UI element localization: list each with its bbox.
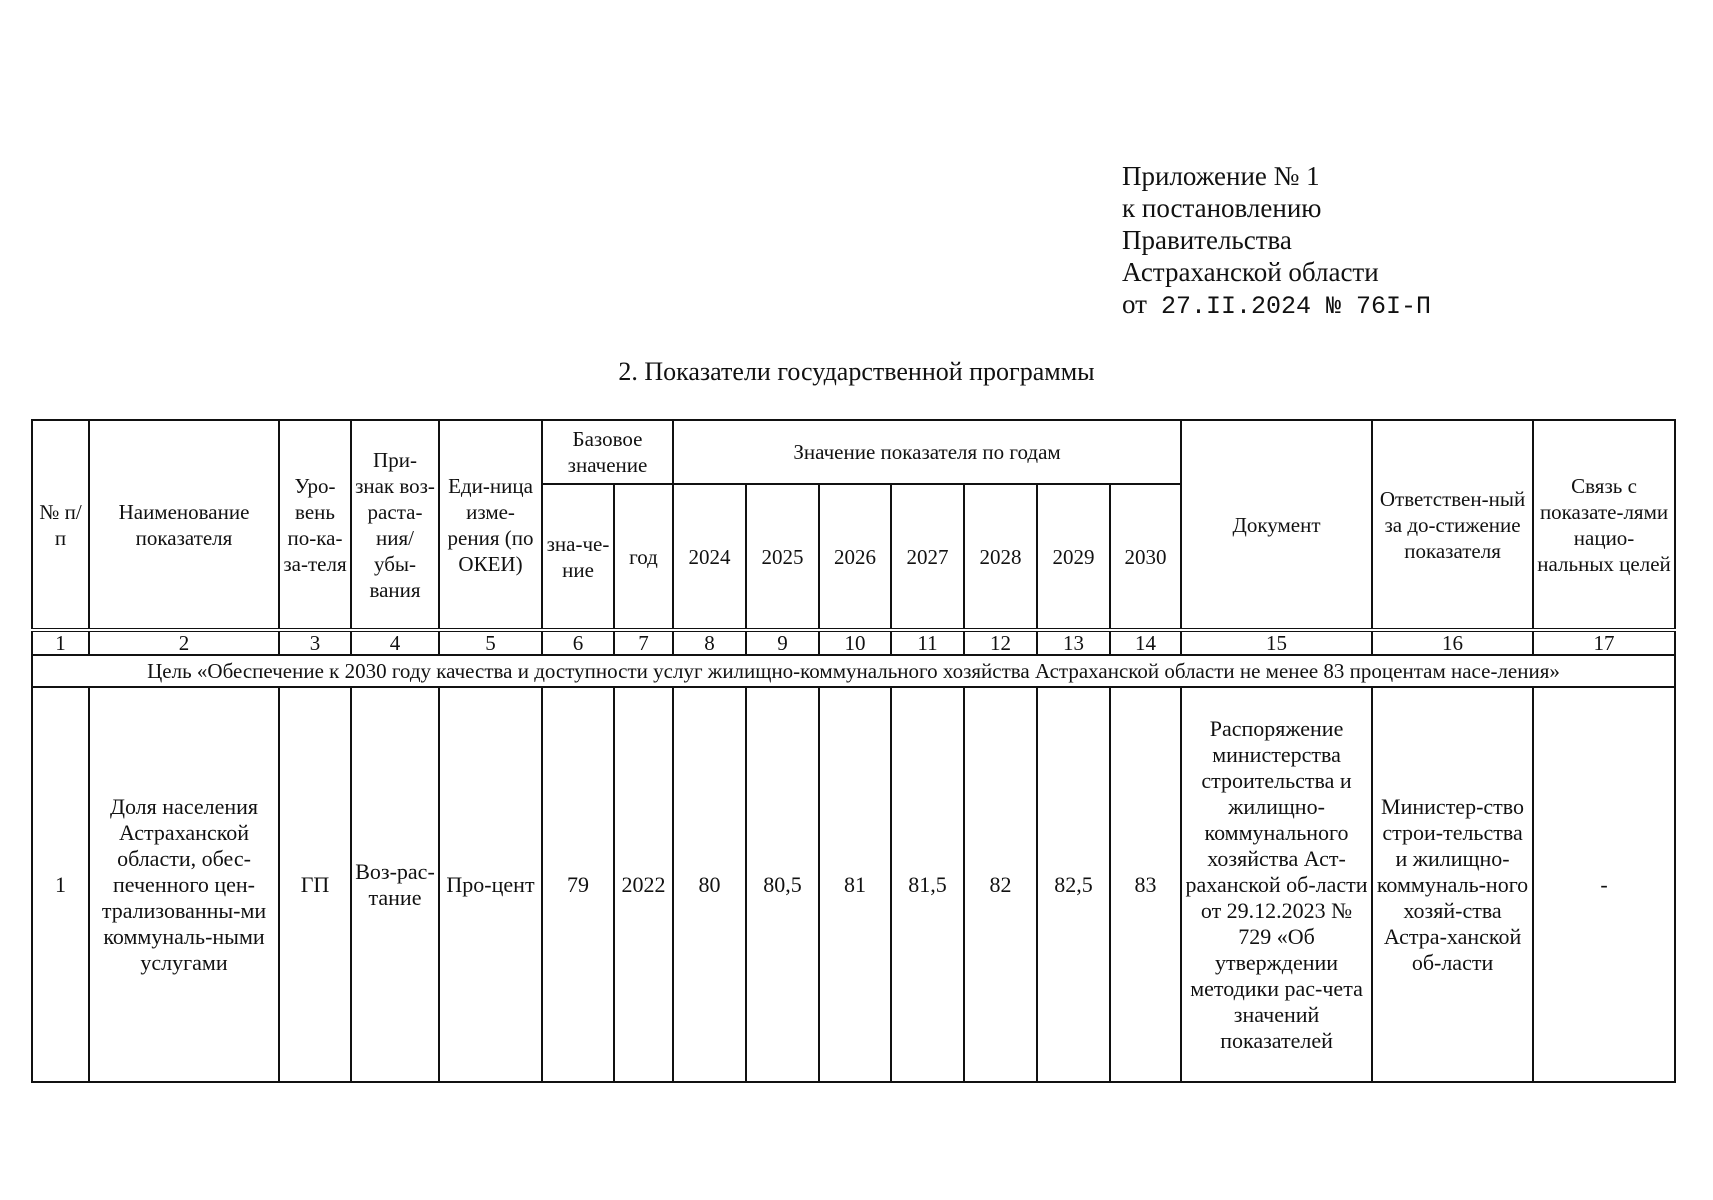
column-number: 8	[673, 630, 746, 655]
appendix-block	[1122, 160, 1431, 323]
column-number: 12	[964, 630, 1037, 655]
header-link: Связь с показате-лями нацио-нальных целей	[1533, 420, 1675, 630]
appendix-line-2: к постановлению	[1122, 193, 1322, 223]
appendix-from-label: от	[1122, 289, 1147, 319]
appendix-line-4: Астраханской области	[1122, 257, 1379, 287]
column-number: 14	[1110, 630, 1181, 655]
header-document: Документ	[1181, 420, 1372, 630]
column-number: 15	[1181, 630, 1372, 655]
appendix-title: Приложение № 1	[1122, 161, 1320, 191]
column-number: 11	[891, 630, 964, 655]
row-responsible: Министер-ство строи-тельства и жилищно-коммуналь-ного хозяй-ства Астра-ханской об-ласти	[1372, 687, 1533, 1082]
header-row-top	[32, 420, 1675, 484]
header-year-2027: 2027	[891, 484, 964, 630]
header-year-2029: 2029	[1037, 484, 1110, 630]
row-value-2025: 80,5	[746, 687, 819, 1082]
goal-text: Цель «Обеспечение к 2030 году качества и доступности услуг жилищно-коммунального хозяйства Астраханской области не менее 83 процентам насе-ления»	[32, 655, 1675, 687]
column-number: 13	[1037, 630, 1110, 655]
column-number: 7	[614, 630, 673, 655]
column-number: 2	[89, 630, 279, 655]
column-number: 4	[351, 630, 439, 655]
column-number: 3	[279, 630, 351, 655]
column-number: 16	[1372, 630, 1533, 655]
header-base-value: зна-че-ние	[542, 484, 614, 630]
column-number: 9	[746, 630, 819, 655]
row-level: ГП	[279, 687, 351, 1082]
header-unit: Еди-ница изме-рения (по ОКЕИ)	[439, 420, 542, 630]
header-year-2028: 2028	[964, 484, 1037, 630]
column-number-row	[32, 630, 1675, 655]
table-row	[32, 687, 1675, 1082]
row-indicator-name: Доля населения Астраханской области, обес-печенного цен-трализованны-ми коммуналь-ными услугами	[89, 687, 279, 1082]
row-value-2026: 81	[819, 687, 891, 1082]
header-year-2030: 2030	[1110, 484, 1181, 630]
row-value-2029: 82,5	[1037, 687, 1110, 1082]
row-national-goals-link: -	[1533, 687, 1675, 1082]
appendix-date-line	[1122, 288, 1431, 323]
row-base-value: 79	[542, 687, 614, 1082]
row-value-2028: 82	[964, 687, 1037, 1082]
header-base-year: год	[614, 484, 673, 630]
header-level: Уро-вень по-ка-за-теля	[279, 420, 351, 630]
column-number: 10	[819, 630, 891, 655]
header-year-2026: 2026	[819, 484, 891, 630]
appendix-line-3: Правительства	[1122, 225, 1292, 255]
goal-row	[32, 655, 1675, 687]
header-num: № п/п	[32, 420, 89, 630]
header-year-2025: 2025	[746, 484, 819, 630]
row-value-2030: 83	[1110, 687, 1181, 1082]
row-document: Распоряжение министерства строительства и жилищно-коммунального хозяйства Аст-раханской об-ласти от 29.12.2023 № 729 «Об утверждении методики рас-чета значений показателей	[1181, 687, 1372, 1082]
indicators-table	[31, 419, 1676, 1083]
appendix-date-number: 27.II.2024 № 76I-П	[1160, 292, 1431, 321]
header-base-group: Базовое значение	[542, 420, 673, 484]
column-number: 6	[542, 630, 614, 655]
section-title: 2. Показатели государственной программы	[618, 357, 1095, 386]
row-value-2024: 80	[673, 687, 746, 1082]
column-number: 5	[439, 630, 542, 655]
row-num: 1	[32, 687, 89, 1082]
column-number: 17	[1533, 630, 1675, 655]
row-unit: Про-цент	[439, 687, 542, 1082]
header-name: Наименование показателя	[89, 420, 279, 630]
row-base-year: 2022	[614, 687, 673, 1082]
header-years-group: Значение показателя по годам	[673, 420, 1181, 484]
header-responsible: Ответствен-ный за до-стижение показателя	[1372, 420, 1533, 630]
header-sign: При-знак воз-раста-ния/ убы-вания	[351, 420, 439, 630]
column-number: 1	[32, 630, 89, 655]
row-value-2027: 81,5	[891, 687, 964, 1082]
row-sign: Воз-рас-тание	[351, 687, 439, 1082]
header-year-2024: 2024	[673, 484, 746, 630]
